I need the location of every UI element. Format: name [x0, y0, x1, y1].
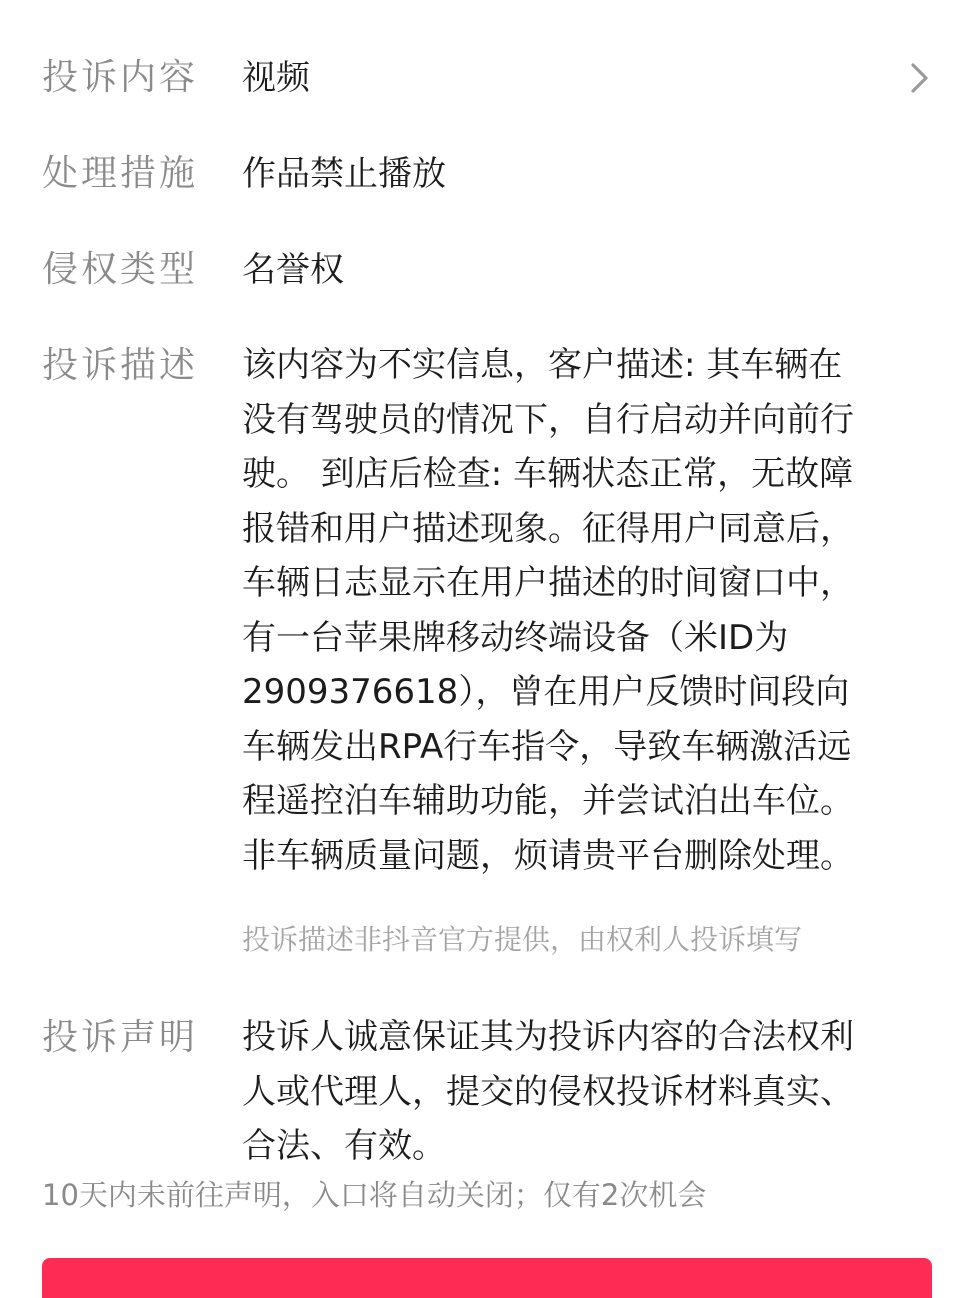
description-line: 车辆发出RPA行车指令，导致车辆激活远 [242, 726, 852, 767]
description-line: 非车辆质量问题，烦请贵平台删除处理。 [242, 835, 854, 876]
description-label: 投诉描述 [42, 345, 199, 386]
deadline-note: 10天内未前往声明，入口将自动关闭；仅有2次机会 [42, 1178, 707, 1212]
row-infringement-type [0, 246, 974, 336]
complaint-content-value: 视频 [242, 58, 310, 98]
description-line: 有一台苹果牌移动终端设备（米ID为 [242, 617, 789, 658]
description-line: 程遥控泊车辅助功能，并尝试泊出车位。 [242, 781, 854, 821]
description-line: 驶。 到店后检查: 车辆状态正常，无故障 [242, 454, 854, 494]
declaration-line: 合法、有效。 [242, 1126, 446, 1166]
declaration-line: 人或代理人，提交的侵权投诉材料真实、 [242, 1071, 854, 1112]
declaration-line: 投诉人诚意保证其为投诉内容的合法权利 [242, 1017, 854, 1057]
chevron-right-icon[interactable] [904, 60, 934, 96]
action-label: 处理措施 [42, 153, 199, 194]
description-line: 没有驾驶员的情况下，自行启动并向前行 [242, 399, 854, 440]
description-text [242, 338, 932, 883]
description-line: 车辆日志显示在用户描述的时间窗口中， [242, 563, 854, 603]
declaration-label: 投诉声明 [42, 1017, 199, 1058]
row-action [0, 150, 974, 240]
submit-declaration-button[interactable] [42, 1258, 932, 1298]
infringement-type-value: 名誉权 [242, 250, 344, 290]
declaration-text [242, 1010, 932, 1174]
description-line: 2909376618），曾在用户反馈时间段向 [242, 672, 850, 712]
description-line: 该内容为不实信息，客户描述: 其车辆在 [242, 345, 843, 385]
description-line: 报错和用户描述现象。征得用户同意后， [242, 508, 854, 549]
infringement-type-label: 侵权类型 [42, 249, 199, 290]
description-source-note: 投诉描述非抖音官方提供，由权利人投诉填写 [242, 923, 803, 956]
action-value: 作品禁止播放 [242, 154, 446, 194]
complaint-content-label: 投诉内容 [42, 57, 199, 98]
row-complaint-content[interactable] [0, 0, 974, 150]
